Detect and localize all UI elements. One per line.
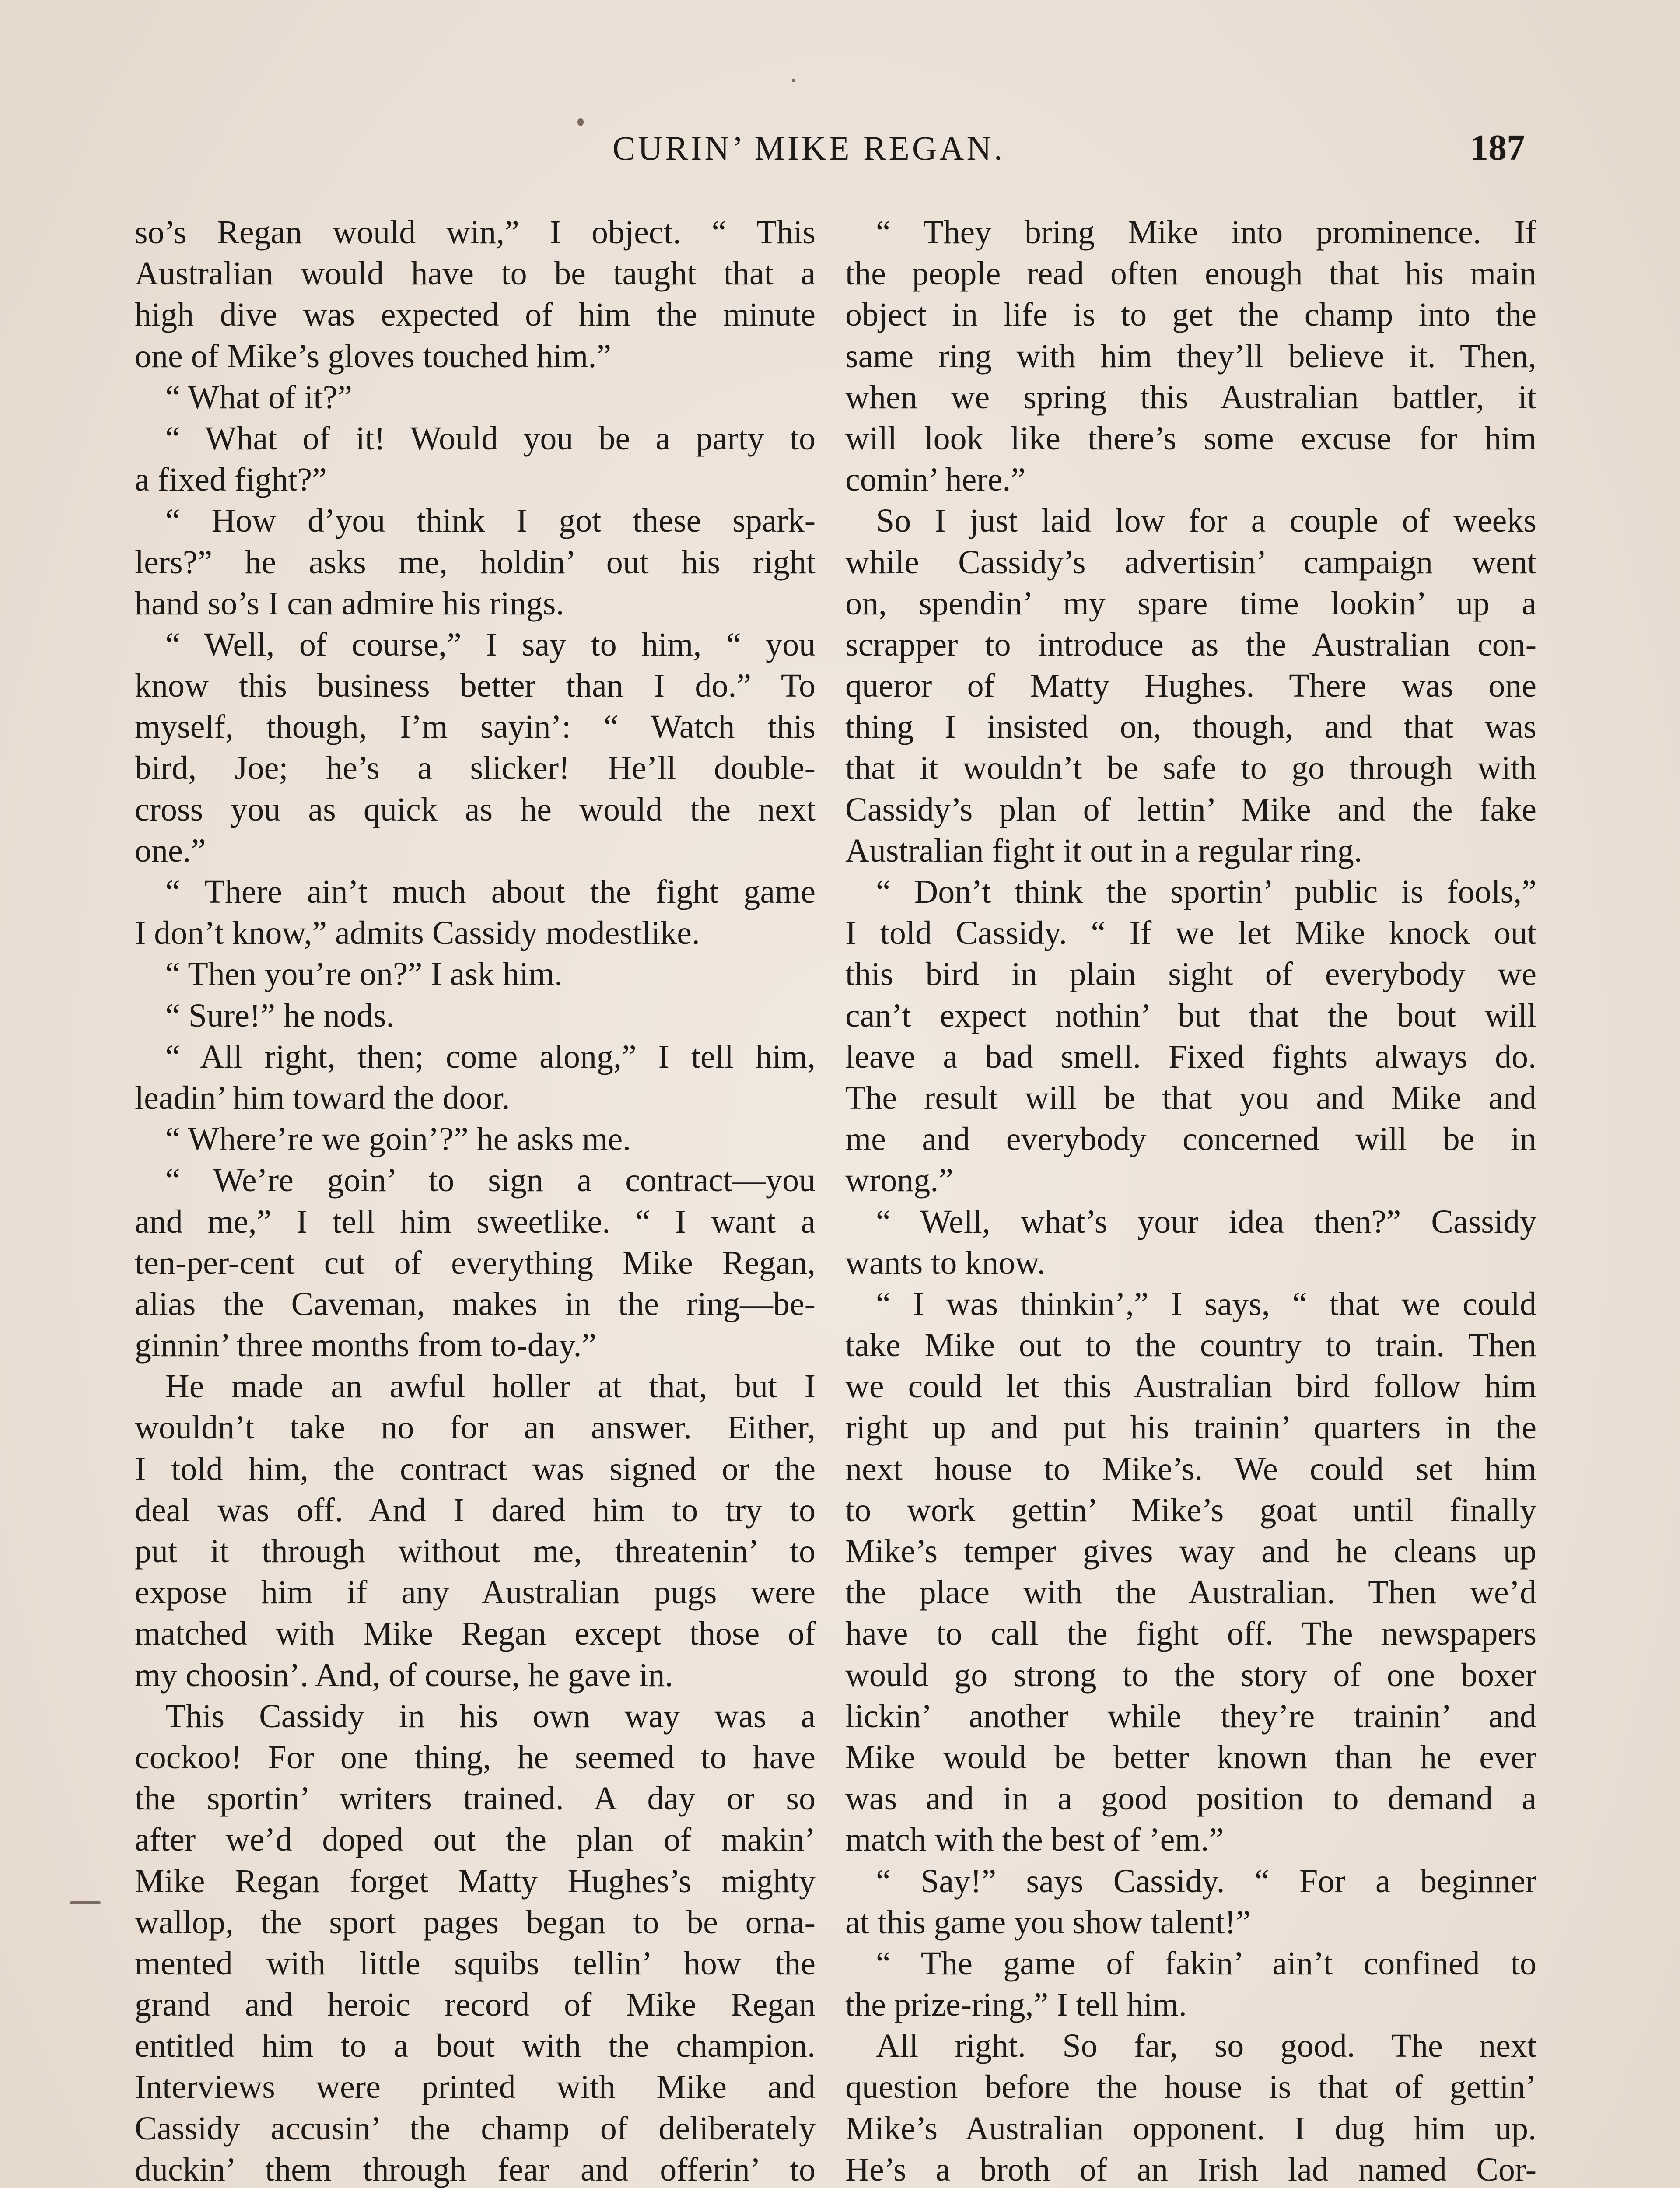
text-line: wrong.” (845, 1162, 953, 1199)
text-line: lickin’ another while they’re trainin’ and (845, 1697, 1536, 1735)
text-line: So I just laid low for a couple of weeks (876, 502, 1536, 540)
text-line: “ I was thinkin’,” I says, “ that we could (876, 1285, 1536, 1322)
text-line: “ We’re goin’ to sign a contract—you (165, 1162, 816, 1199)
text-line: wouldn’t take no for an answer. Either, (135, 1409, 816, 1446)
text-line: when we spring this Australian battler, it (845, 379, 1536, 416)
text-line: bird, Joe; he’s a slicker! He’ll double- (135, 750, 816, 787)
print-speck (578, 118, 584, 126)
text-line: I don’t know,” admits Cassidy modestlike. (135, 915, 700, 952)
text-line: Interviews were printed with Mike and (135, 2069, 816, 2106)
text-line: have to call the fight off. The newspapers (845, 1615, 1536, 1652)
text-line: mented with little squibs tellin’ how the (135, 1945, 816, 1982)
text-line: “ What of it?” (165, 379, 352, 416)
text-line: wallop, the sport pages began to be orna- (135, 1904, 816, 1941)
text-line: me and everybody concerned will be in (845, 1121, 1536, 1158)
text-line: matched with Mike Regan except those of (135, 1615, 816, 1652)
text-line: and me,” I tell him sweetlike. “ I want a (135, 1203, 816, 1240)
text-line: the sportin’ writers trained. A day or so (135, 1780, 816, 1817)
text-line: object in life is to get the champ into the (845, 296, 1536, 333)
text-line: Mike Regan forget Matty Hughes’s mighty (135, 1862, 816, 1900)
text-line: same ring with him they’ll believe it. Then, (845, 337, 1536, 375)
text-line: after we’d doped out the plan of makin’ (135, 1821, 816, 1858)
text-line: expose him if any Australian pugs were (135, 1574, 816, 1611)
text-line: myself, though, I’m sayin’: “ Watch this (135, 708, 816, 746)
text-line: cross you as quick as he would the next (135, 791, 816, 828)
text-line: so’s Regan would win,” I object. “ This (135, 214, 816, 251)
text-line: “ Don’t think the sportin’ public is fools,” (876, 873, 1536, 910)
text-line: was and in a good position to demand a (845, 1780, 1536, 1817)
text-line: leave a bad smell. Fixed fights always do. (845, 1038, 1536, 1075)
text-line: my choosin’. And, of course, he gave in. (135, 1656, 673, 1694)
text-line: can’t expect nothin’ but that the bout will (845, 997, 1536, 1034)
text-line: the place with the Australian. Then we’d (845, 1574, 1536, 1611)
text-line: to work gettin’ Mike’s goat until finally (845, 1491, 1536, 1529)
text-line: “ All right, then; come along,” I tell him, (165, 1038, 816, 1075)
page-number: 187 (1470, 127, 1525, 168)
text-line: “ There ain’t much about the fight game (165, 873, 816, 910)
text-line: grand and heroic record of Mike Regan (135, 1986, 816, 2023)
text-line: “ Well, what’s your idea then?” Cassidy (876, 1203, 1536, 1240)
text-line: while Cassidy’s advertisin’ campaign went (845, 543, 1536, 581)
text-line: that it wouldn’t be safe to go through with (845, 750, 1536, 787)
text-line: “ Sure!” he nods. (165, 997, 395, 1034)
text-line: All right. So far, so good. The next (876, 2027, 1536, 2065)
text-line: thing I insisted on, though, and that was (845, 708, 1536, 746)
text-line: comin’ here.” (845, 461, 1026, 498)
text-line: match with the best of ’em.” (845, 1821, 1224, 1858)
text-line: He’s a broth of an Irish lad named Cor- (845, 2151, 1536, 2188)
text-line: right up and put his trainin’ quarters in the (845, 1409, 1536, 1446)
text-line: one.” (135, 832, 206, 869)
text-line: a fixed fight?” (135, 461, 327, 498)
running-title: CURIN’ MIKE REGAN. (612, 129, 1005, 167)
text-line: “ They bring Mike into prominence. If (876, 214, 1536, 251)
text-line: “ Where’re we goin’?” he asks me. (165, 1121, 631, 1158)
text-line: know this business better than I do.” To (135, 667, 816, 705)
text-line: “ Say!” says Cassidy. “ For a beginner (876, 1862, 1536, 1900)
text-line: “ Well, of course,” I say to him, “ you (165, 626, 816, 663)
text-line: alias the Caveman, makes in the ring—be- (135, 1285, 816, 1322)
text-line: put it through without me, threatenin’ to (135, 1533, 816, 1570)
text-line: Mike’s temper gives way and he cleans up (845, 1533, 1536, 1570)
text-line: duckin’ them through fear and offerin’ to (135, 2151, 816, 2188)
text-line: Cassidy’s plan of lettin’ Mike and the fake (845, 791, 1536, 828)
text-line: the prize-ring,” I tell him. (845, 1986, 1187, 2023)
text-line: we could let this Australian bird follow him (845, 1368, 1536, 1405)
text-line: question before the house is that of gettin’ (845, 2069, 1536, 2106)
text-line: “ How d’you think I got these spark- (165, 502, 816, 540)
text-line: ten-per-cent cut of everything Mike Regan, (135, 1244, 816, 1281)
text-line: queror of Matty Hughes. There was one (845, 667, 1536, 705)
text-line: “ What of it! Would you be a party to (165, 420, 816, 457)
text-line: I told Cassidy. “ If we let Mike knock out (845, 915, 1536, 952)
right-text-column (845, 212, 1536, 2188)
text-line: The result will be that you and Mike and (845, 1079, 1536, 1116)
text-line: deal was off. And I dared him to try to (135, 1491, 816, 1529)
text-line: He made an awful holler at that, but I (165, 1368, 816, 1405)
text-line: this bird in plain sight of everybody we (845, 956, 1536, 993)
text-line: Cassidy accusin’ the champ of deliberately (135, 2110, 816, 2147)
text-line: This Cassidy in his own way was a (165, 1697, 816, 1735)
text-line: “ The game of fakin’ ain’t confined to (876, 1945, 1536, 1982)
text-line: take Mike out to the country to train. Then (845, 1327, 1536, 1364)
text-line: scrapper to introduce as the Australian con- (845, 626, 1536, 663)
text-line: leadin’ him toward the door. (135, 1079, 510, 1116)
text-line: will look like there’s some excuse for him (845, 420, 1536, 457)
text-line: one of Mike’s gloves touched him.” (135, 337, 612, 375)
text-line: high dive was expected of him the minute (135, 296, 816, 333)
text-line: Australian would have to be taught that a (135, 255, 816, 292)
text-line: Mike’s Australian opponent. I dug him up. (845, 2110, 1536, 2147)
text-line: hand so’s I can admire his rings. (135, 585, 564, 622)
text-line: on, spendin’ my spare time lookin’ up a (845, 585, 1536, 622)
text-line: ginnin’ three months from to-day.” (135, 1327, 597, 1364)
text-line: lers?” he asks me, holdin’ out his right (135, 543, 816, 581)
text-line: at this game you show talent!” (845, 1904, 1251, 1941)
text-line: next house to Mike’s. We could set him (845, 1450, 1536, 1487)
print-speck (792, 79, 795, 82)
text-line: Mike would be better known than he ever (845, 1739, 1536, 1776)
text-line: cockoo! For one thing, he seemed to have (135, 1739, 816, 1776)
text-line: the people read often enough that his main (845, 255, 1536, 292)
text-line: I told him, the contract was signed or the (135, 1450, 816, 1487)
text-line: Australian fight it out in a regular ring. (845, 832, 1362, 869)
print-speck (70, 1901, 101, 1904)
text-line: wants to know. (845, 1244, 1046, 1281)
text-line: would go strong to the story of one boxer (845, 1656, 1536, 1694)
text-line: entitled him to a bout with the champion. (135, 2027, 816, 2065)
left-text-column (135, 212, 816, 2188)
text-line: “ Then you’re on?” I ask him. (165, 956, 563, 993)
